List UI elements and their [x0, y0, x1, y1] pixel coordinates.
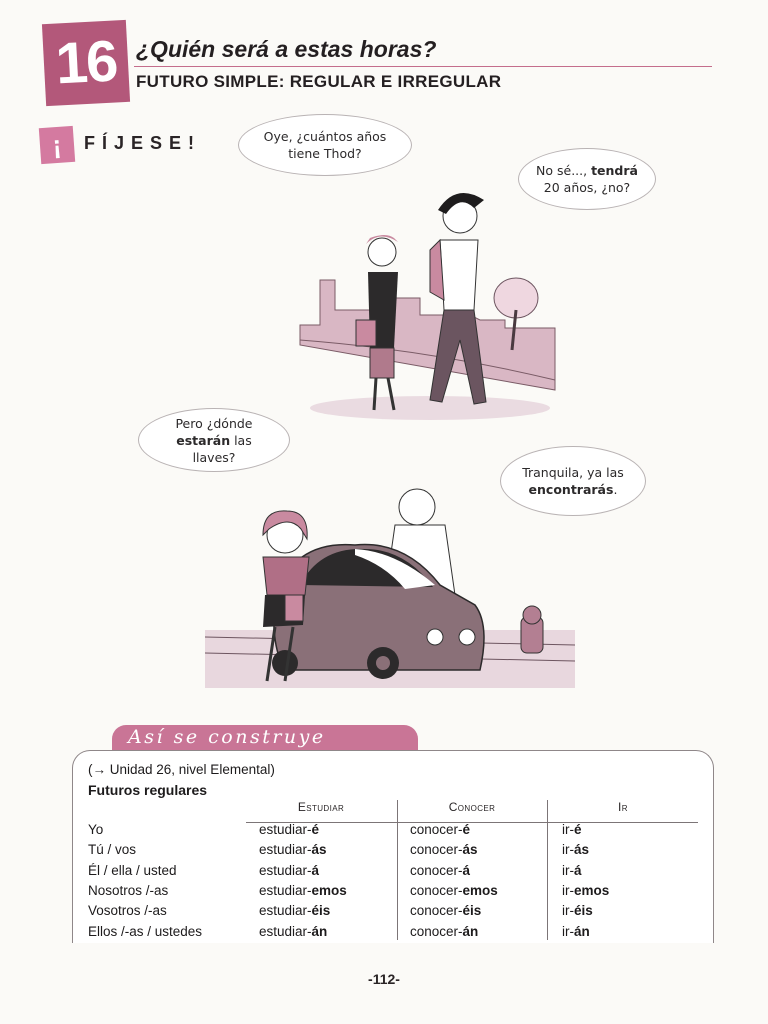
conjugation-cell: conocer-é	[410, 822, 471, 837]
unit-subtitle: FUTURO SIMPLE: REGULAR E IRREGULAR	[136, 72, 502, 91]
grammar-reference: (→ Unidad 26, nivel Elemental)	[88, 762, 275, 777]
illustration-car-scene	[205, 485, 575, 697]
title-divider	[134, 66, 712, 67]
speech-bubble-2: No sé..., tendrá 20 años, ¿no?	[518, 148, 656, 210]
column-header-ir: Ir	[618, 800, 628, 814]
section-tab	[112, 725, 418, 751]
conjugation-cell: estudiar-é	[259, 822, 320, 837]
conjugation-cell: conocer-emos	[410, 882, 498, 898]
subject-cell: Él / ella / usted	[88, 862, 177, 878]
conjugation-cell: estudiar-ás	[259, 842, 327, 858]
conjugation-cell: estudiar-emos	[259, 882, 347, 898]
speech-bubble-3: Pero ¿dónde estarán las llaves?	[138, 408, 290, 472]
grammar-heading: Futuros regulares	[88, 782, 208, 798]
conjugation-cell: estudiar-án	[259, 923, 328, 939]
conjugation-cell: ir-éis	[562, 903, 593, 919]
conjugation-cell: conocer-éis	[410, 903, 482, 919]
column-header-conocer: Conocer	[448, 800, 496, 814]
speech-bubble-1: Oye, ¿cuántos años tiene Thod?	[238, 114, 412, 176]
speech-bubble-4: Tranquila, ya las encontrarás.	[500, 446, 646, 516]
unit-title: ¿Quién será a estas horas?	[136, 36, 437, 62]
column-divider	[547, 800, 548, 940]
conjugation-cell: conocer-ás	[410, 842, 478, 858]
conjugation-cell: ir-á	[562, 862, 582, 878]
conjugation-cell: conocer-á	[410, 862, 471, 878]
illustration-walking-scene	[290, 180, 570, 425]
conjugation-cell: estudiar-éis	[259, 903, 331, 919]
subject-cell: Tú / vos	[88, 842, 137, 858]
subject-cell: Ellos /-as / ustedes	[88, 923, 203, 939]
page-number: -112-	[368, 971, 400, 987]
grammar-box	[72, 750, 714, 943]
conjugation-cell: conocer-án	[410, 923, 479, 939]
conjugation-cell: ir-ás	[562, 842, 590, 858]
conjugation-cell: ir-é	[562, 822, 582, 837]
unit-number-badge: 16	[42, 20, 130, 106]
column-header-estudiar: Estudiar	[297, 800, 345, 814]
conjugation-cell: ir-án	[562, 923, 590, 939]
conjugation-cell: ir-emos	[562, 882, 610, 898]
fijese-badge: ¡	[39, 126, 75, 164]
section-tab-label: Así se construye	[128, 726, 326, 748]
subject-cell: Yo	[88, 822, 104, 837]
subject-cell: Vosotros /-as	[88, 903, 167, 919]
column-divider	[397, 800, 398, 940]
fijese-label: FÍJESE!	[84, 133, 202, 153]
conjugation-cell: estudiar-á	[259, 862, 320, 878]
subject-cell: Nosotros /-as	[88, 882, 169, 898]
